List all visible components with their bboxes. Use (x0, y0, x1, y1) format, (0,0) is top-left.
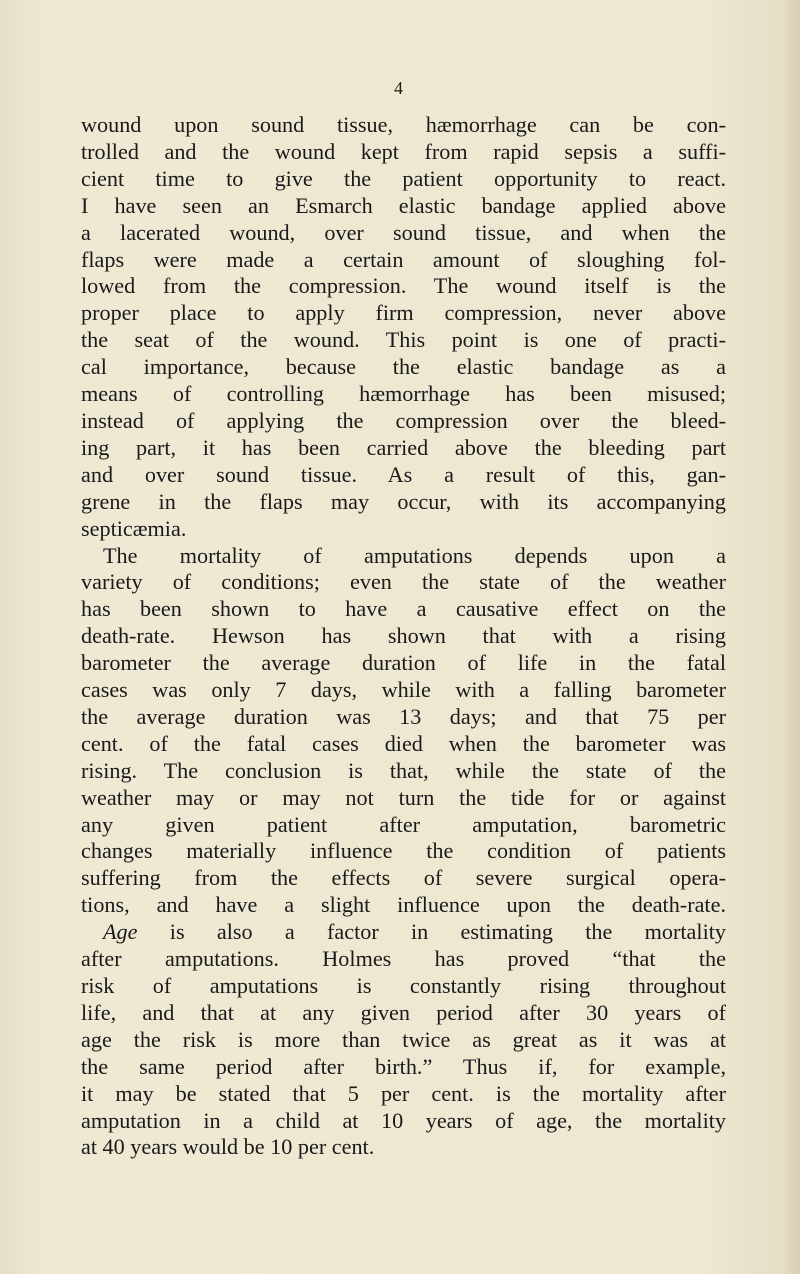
text-line: changes materially influence the condition of patients (81, 838, 726, 864)
text-line: the average duration was 13 days; and that 75 per (81, 703, 726, 729)
paragraph-start-line: The mortality of amputations depends upon a (103, 542, 726, 568)
text-line: proper place to apply firm compression, never above (81, 300, 726, 326)
italic-term: Age (103, 919, 138, 945)
text-line: tions, and have a slight influence upon the death-rate. (81, 892, 726, 918)
text-line: barometer the average duration of life in the fatal (81, 650, 726, 676)
body-text (81, 112, 726, 1161)
paragraph-end-line: septicæmia. (81, 515, 187, 541)
text-line: trolled and the wound kept from rapid sepsis a suffi- (81, 138, 726, 164)
text-line: wound upon sound tissue, hæmorrhage can be con- (81, 112, 726, 137)
text-line: amputation in a child at 10 years of age, the mortality (81, 1107, 726, 1133)
page-number: 4 (394, 78, 403, 98)
text-line: the seat of the wound. This point is one of practi- (81, 327, 726, 353)
text-line: risk of amputations is constantly rising throughout (81, 973, 726, 998)
text-line: age the risk is more than twice as great as it was at (81, 1026, 726, 1052)
text-line: I have seen an Esmarch elastic bandage applied above (81, 192, 726, 218)
text-line: death-rate. Hewson has shown that with a rising (81, 623, 726, 649)
text-line: a lacerated wound, over sound tissue, and when the (81, 219, 726, 245)
text-line: life, and that at any given period after 30 years of (81, 999, 726, 1025)
text-line: cal importance, because the elastic bandage as a (81, 354, 726, 380)
text-line: ing part, it has been carried above the bleeding part (81, 434, 726, 460)
text-line: and over sound tissue. As a result of this, gan- (81, 461, 726, 487)
text-line: cases was only 7 days, while with a falling barometer (81, 677, 726, 703)
text-line: rising. The conclusion is that, while the state of the (81, 757, 726, 783)
text-line: the same period after birth.” Thus if, for example, (81, 1053, 726, 1079)
text-line: instead of applying the compression over the bleed- (81, 407, 726, 433)
text-line: lowed from the compression. The wound itself is the (81, 273, 726, 299)
text-line: suffering from the effects of severe surgical opera- (81, 865, 726, 891)
text-line: after amputations. Holmes has proved “that the (81, 946, 726, 972)
text-line: it may be stated that 5 per cent. is the mortality after (81, 1080, 726, 1106)
text-line: means of controlling hæmorrhage has been misused; (81, 381, 726, 407)
text-line: cient time to give the patient opportunity to react. (81, 165, 726, 191)
paragraph-start-line (81, 919, 726, 946)
text-line: grene in the flaps may occur, with its accompanying (81, 488, 726, 514)
text-line: has been shown to have a causative effect on the (81, 596, 726, 622)
page-edge-shadow (782, 0, 800, 1274)
text-line: cent. of the fatal cases died when the barometer was (81, 730, 726, 756)
text-line: flaps were made a certain amount of sloughing fol- (81, 246, 726, 272)
text-line: variety of conditions; even the state of the weather (81, 569, 726, 595)
text-line: weather may or may not turn the tide for or against (81, 784, 726, 810)
text-line: any given patient after amputation, barometric (81, 811, 726, 837)
paragraph-end-line: at 40 years would be 10 per cent. (81, 1134, 375, 1160)
line-remainder: is also a factor in estimating the mortality (169, 919, 726, 945)
